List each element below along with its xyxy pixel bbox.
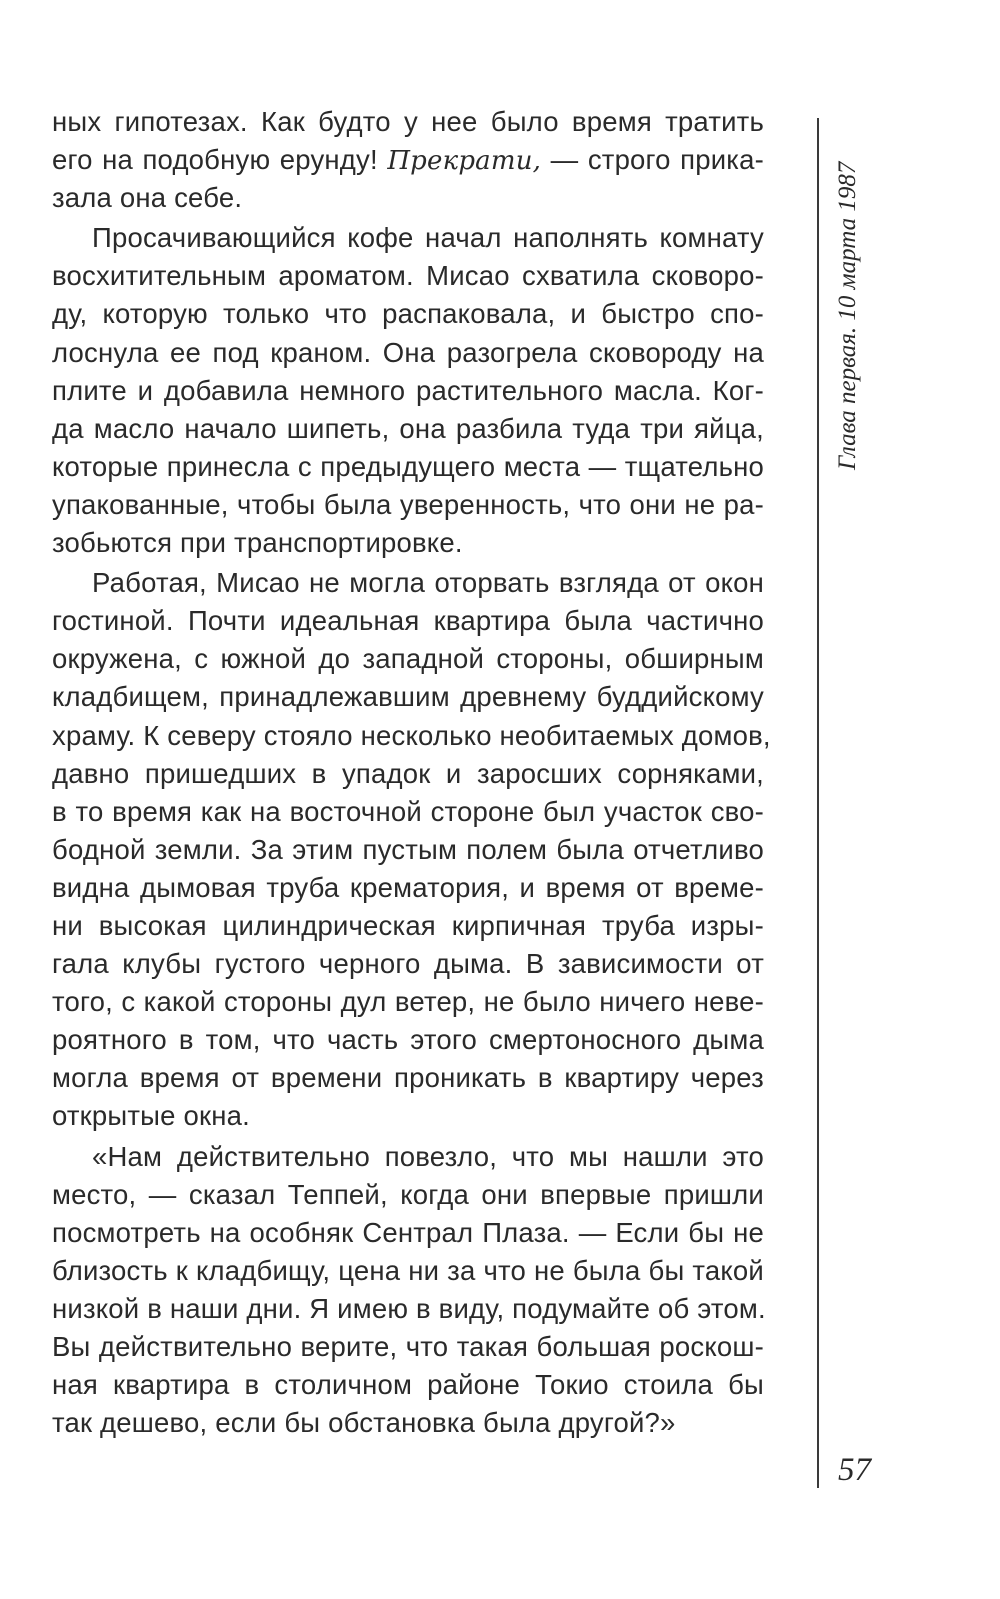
italic-phrase: Прекрати, xyxy=(387,146,542,177)
margin-rule xyxy=(817,118,819,1488)
page-number: 57 xyxy=(838,1452,871,1488)
text-line: храму. К северу стояло несколько необитаемых домов, xyxy=(52,719,771,751)
text-fragment: его на подобную ерунду! xyxy=(52,144,378,176)
text-line: бодной земли. За этим пустым полем была отчетливо xyxy=(52,833,764,865)
text-line: близость к кладбищу, цена ни за что не была бы такой xyxy=(52,1254,764,1286)
text-line: низкой в наши дни. Я имею в виду, подумайте об этом. xyxy=(52,1292,766,1324)
text-line: которые принесла с предыдущего места — тщательно xyxy=(52,450,764,482)
text-line: Просачивающийся кофе начал наполнять комнату xyxy=(92,222,764,254)
text-line: в то время как на восточной стороне был участок сво- xyxy=(52,795,764,827)
text-line: плите и добавила немного растительного масла. Ког- xyxy=(52,374,764,406)
text-line: давно пришедших в упадок и заросших сорняками, xyxy=(52,757,764,789)
text-line: так дешево, если бы обстановка была другой?» xyxy=(52,1407,676,1439)
text-line: зобьются при транспортировке. xyxy=(52,527,463,559)
text-line: открытые окна. xyxy=(52,1100,250,1132)
text-line: того, с какой стороны дул ветер, не было ничего неве- xyxy=(52,986,764,1018)
text-line: ных гипотезах. Как будто у нее было время тратить xyxy=(52,106,764,137)
text-line: да масло начало шипеть, она разбила туда три яйца, xyxy=(52,412,764,444)
text-line: ни высокая цилиндрическая кирпичная труба изры- xyxy=(52,909,764,941)
text-line: зала она себе. xyxy=(52,182,243,214)
text-line: видна дымовая труба крематория, и время от време- xyxy=(52,871,764,903)
text-line: гостиной. Почти идеальная квартира была частично xyxy=(52,605,764,637)
text-line: Работая, Мисао не могла оторвать взгляда от окон xyxy=(92,567,764,599)
text-line: восхитительным ароматом. Мисао схватила сковоро- xyxy=(52,260,764,292)
text-line: могла время от времени проникать в квартиру через xyxy=(52,1062,764,1094)
text-line: окружена, с южной до западной стороны, обширным xyxy=(52,643,764,675)
text-fragment: — строго прика- xyxy=(550,144,764,176)
text-line: ная квартира в столичном районе Токио стоила бы xyxy=(52,1369,764,1401)
text-line: посмотреть на особняк Сентрал Плаза. — Если бы не xyxy=(52,1216,764,1248)
text-line xyxy=(52,141,764,179)
text-line: ду, которую только что распаковала, и быстро спо- xyxy=(52,298,764,330)
running-head: Глава первая. 10 марта 1987 xyxy=(834,161,861,470)
text-line: кладбищем, принадлежавшим древнему буддийскому xyxy=(52,681,764,713)
text-line: роятного в том, что часть этого смертоносного дыма xyxy=(52,1024,764,1056)
text-line: лоснула ее под краном. Она разогрела сковороду на xyxy=(52,336,764,368)
text-line: гала клубы густого черного дыма. В зависимости от xyxy=(52,948,764,980)
text-line: Вы действительно верите, что такая большая роскош- xyxy=(52,1331,764,1362)
body-text xyxy=(52,103,771,1442)
text-line: место, — сказал Теппей, когда они впервые пришли xyxy=(52,1178,764,1210)
text-line: «Нам действительно повезло, что мы нашли это xyxy=(92,1140,764,1172)
text-line: упакованные, чтобы была уверенность, что они не ра- xyxy=(52,488,764,520)
